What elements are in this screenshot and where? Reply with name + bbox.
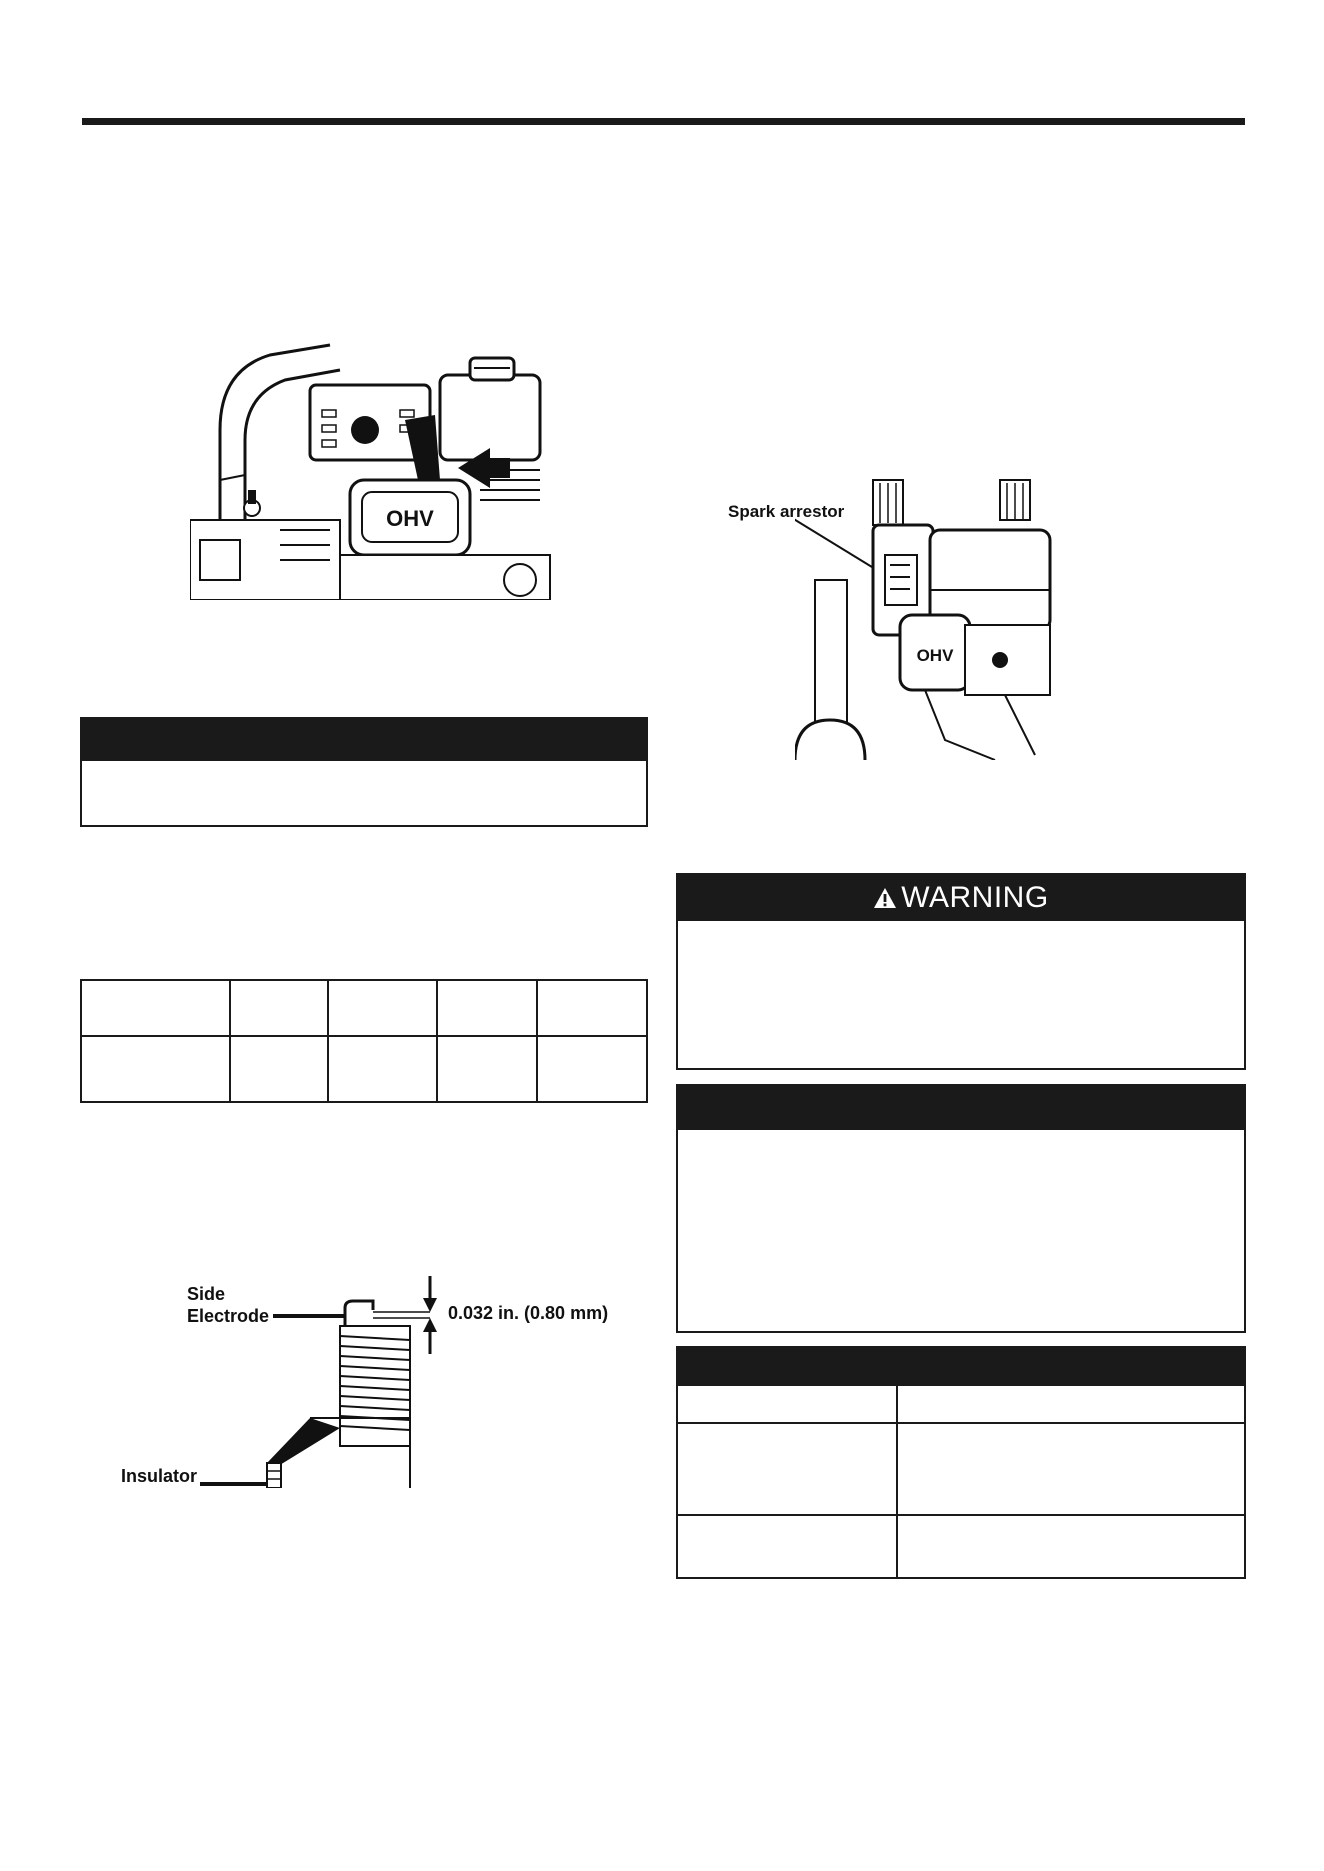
notice-box-header [82,719,646,761]
table-cell [81,980,230,1036]
troubleshooting-table [676,1346,1246,1579]
info-box-header [678,1086,1244,1130]
row-divider [678,1514,1244,1516]
table-cell [437,1036,537,1102]
info-box [676,1084,1246,1333]
warning-title: WARNING [901,881,1049,914]
header-rule [82,118,1245,125]
table-cell [328,980,438,1036]
table-row [81,980,647,1036]
table-cell [81,1036,230,1102]
spark-arrestor-label: Spark arrestor [728,502,845,521]
insulator-label: Insulator [121,1466,198,1486]
spark-arrestor-figure [795,475,1055,760]
table-cell [328,1036,438,1102]
warning-triangle-icon [873,887,897,909]
table-cell [537,1036,647,1102]
table-cell [537,980,647,1036]
svg-text:OHV: OHV [916,646,954,665]
notice-box [80,717,648,827]
spec-table [80,979,648,1103]
warning-box [676,873,1246,1070]
table-cell [437,980,537,1036]
warning-box-header [678,875,1244,921]
row-divider [678,1422,1244,1424]
table-row [81,1036,647,1102]
gap-label: 0.032 in. (0.80 mm) [448,1303,609,1323]
svg-text:OHV: OHV [386,506,434,531]
troubleshooting-table-header [678,1348,1244,1386]
engine-top-figure [190,340,610,600]
spark-plug-figure [195,1268,455,1488]
table-cell [230,980,328,1036]
side-electrode-label-line2: Electrode [187,1306,270,1326]
side-electrode-label-line1: Side [187,1284,226,1304]
column-divider [896,1386,898,1577]
table-cell [230,1036,328,1102]
